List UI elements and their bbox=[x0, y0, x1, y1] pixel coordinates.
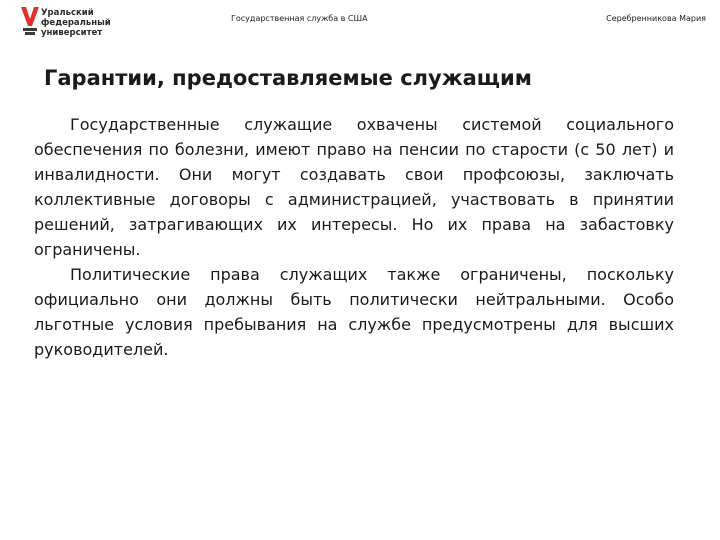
paragraph-political-rights: Политические права служащих также ограничены, поскольку официально они должны быть политически нейтральными. Особо льготные условия пребывания на службе предусмотрены для высших руководителей. bbox=[34, 265, 674, 359]
logo-line-3: университет bbox=[41, 28, 103, 38]
slide-body bbox=[34, 112, 674, 362]
urfu-emblem-icon bbox=[20, 6, 40, 36]
paragraph-guarantees: Государственные служащие охвачены системой социального обеспечения по болезни, имеют право на пенсии по старости (с 50 лет) и инвалидности. Они могут создавать свои профсоюзы, заключать коллективные договоры с администрацией, участвовать в принятии решений, затрагивающих их интересы. Но их права на забастовку ограничены. bbox=[34, 115, 674, 259]
course-title: Государственная служба в США bbox=[231, 14, 368, 23]
university-logo bbox=[20, 6, 120, 40]
university-name bbox=[41, 8, 111, 38]
slide-title: Гарантии, предоставляемые служащим bbox=[44, 66, 532, 90]
logo-line-1: Уральский bbox=[41, 8, 94, 18]
logo-line-2: федеральный bbox=[41, 18, 111, 28]
author-name: Серебренникова Мария bbox=[606, 14, 706, 23]
slide-header bbox=[0, 0, 720, 44]
